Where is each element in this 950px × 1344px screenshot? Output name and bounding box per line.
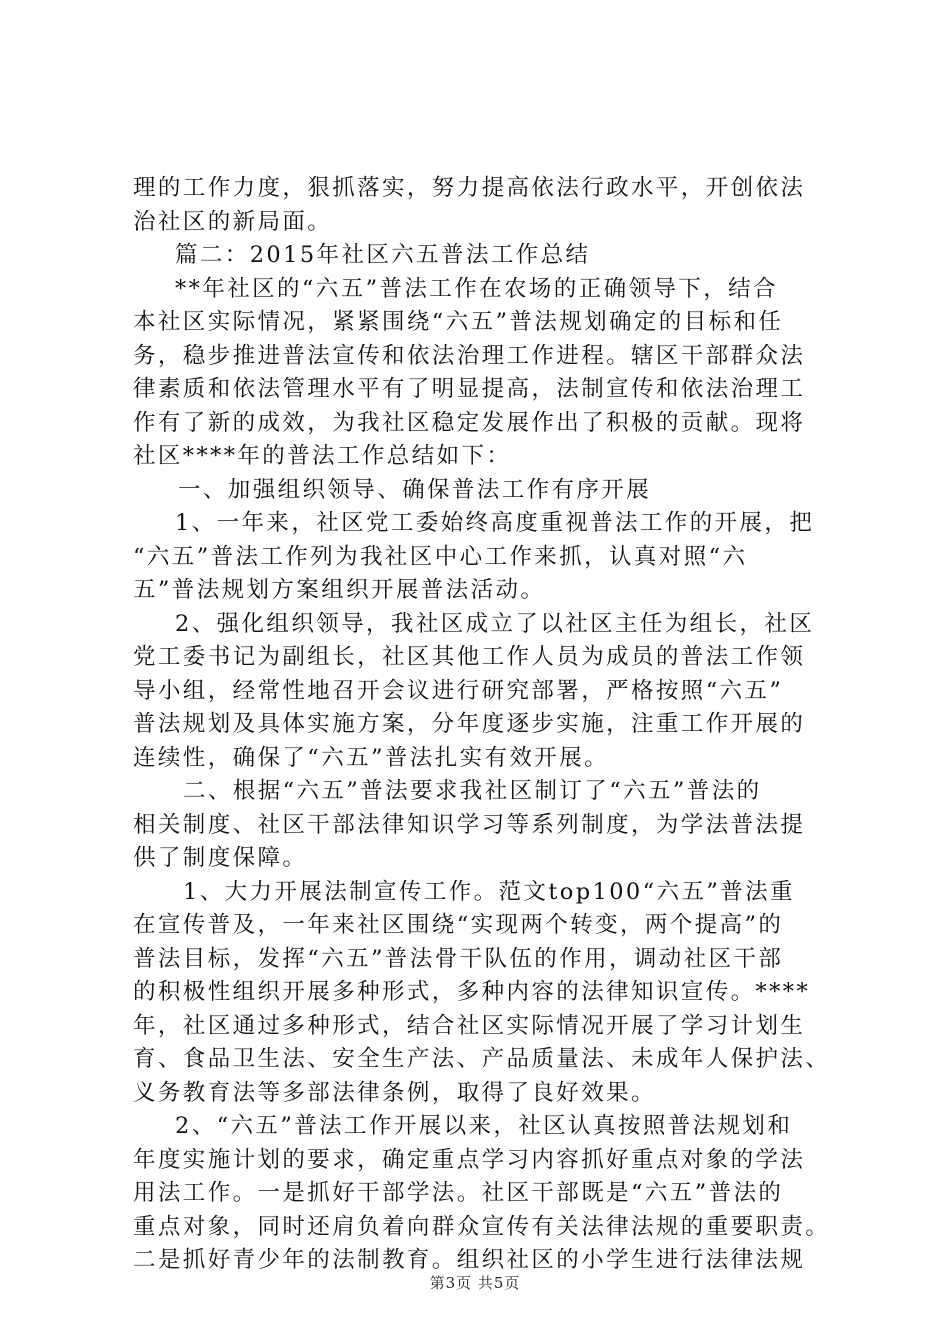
text-line: 年度实施计划的要求，确定重点学习内容抓好重点对象的学法 xyxy=(133,1146,806,1173)
text-line: 五”普法规划方案组织开展普法活动。 xyxy=(133,577,546,603)
text-line: 二、根据“六五”普法要求我社区制订了“六五”普法的 xyxy=(183,778,762,804)
text-line: 本社区实际情况，紧紧围绕“六五”普法规划确定的目标和任 xyxy=(133,309,784,335)
text-line: 在宣传普及，一年来社区围绕“实现两个转变，两个提高”的 xyxy=(133,912,784,938)
text-line: 1、一年来，社区党工委始终高度重视普法工作的开展，把 xyxy=(175,510,815,536)
text-line: 义务教育法等多部法律条例，取得了良好效果。 xyxy=(133,1079,656,1106)
text-line: “六五”普法工作列为我社区中心工作来抓，认真对照“六 xyxy=(133,543,748,570)
text-line: 1、大力开展法制宣传工作。范文top100“六五”普法重 xyxy=(183,878,795,905)
text-line: 普法目标，发挥“六五”普法骨干队伍的作用，调动社区干部 xyxy=(133,945,784,972)
text-line: 供了制度保障。 xyxy=(133,845,308,871)
text-line: 律素质和依法管理水平有了明显提高，法制宣传和依法治理工 xyxy=(133,376,806,402)
text-line: 治社区的新局面。 xyxy=(133,208,333,235)
text-line: 篇二：2015年社区六五普法工作总结 xyxy=(175,242,591,268)
text-line: 育、食品卫生法、安全生产法、产品质量法、未成年人保护法、 xyxy=(133,1046,831,1072)
text-line: 理的工作力度，狠抓落实，努力提高依法行政水平，开创依法 xyxy=(133,175,806,201)
text-line: 重点对象，同时还肩负着向群众宣传有关法律法规的重要职责。 xyxy=(133,1213,831,1240)
text-line: 相关制度、社区干部法律知识学习等系列制度，为学法普法提 xyxy=(133,811,806,838)
text-line: 年，社区通过多种形式，结合社区实际情况开展了学习计划生 xyxy=(133,1012,806,1039)
page-footer: 第3页 共5页 xyxy=(429,1274,521,1292)
text-line: **年社区的“六五”普法工作在农场的正确领导下，结合 xyxy=(175,275,778,302)
text-line: 2、“六五”普法工作开展以来，社区认真按照普法规划和 xyxy=(175,1113,793,1139)
text-line: 普法规划及具体实施方案，分年度逐步实施，注重工作开展的 xyxy=(133,711,806,737)
text-line: 的积极性组织开展多种形式，多种内容的法律知识宣传。**** xyxy=(133,979,811,1005)
text-line: 用法工作。一是抓好干部学法。社区干部既是“六五”普法的 xyxy=(133,1180,784,1206)
text-line: 二是抓好青少年的法制教育。组织社区的小学生进行法律法规 xyxy=(133,1247,806,1273)
text-line: 党工委书记为副组长，社区其他工作人员为成员的普法工作领 xyxy=(133,644,806,670)
text-line: 社区****年的普法工作总结如下： xyxy=(133,443,512,469)
document-body xyxy=(133,172,833,1278)
text-line: 2、强化组织领导，我社区成立了以社区主任为组长，社区 xyxy=(175,610,815,637)
text-line: 一、加强组织领导、确保普法工作有序开展 xyxy=(178,476,652,503)
text-line: 连续性，确保了“六五”普法扎实有效开展。 xyxy=(133,744,610,771)
text-line: 作有了新的成效，为我社区稳定发展作出了积极的贡献。现将 xyxy=(133,409,806,436)
text-line: 务，稳步推进普法宣传和依法治理工作进程。辖区干部群众法 xyxy=(133,342,806,369)
text-line: 导小组，经常性地召开会议进行研究部署，严格按照“六五” xyxy=(133,677,784,704)
